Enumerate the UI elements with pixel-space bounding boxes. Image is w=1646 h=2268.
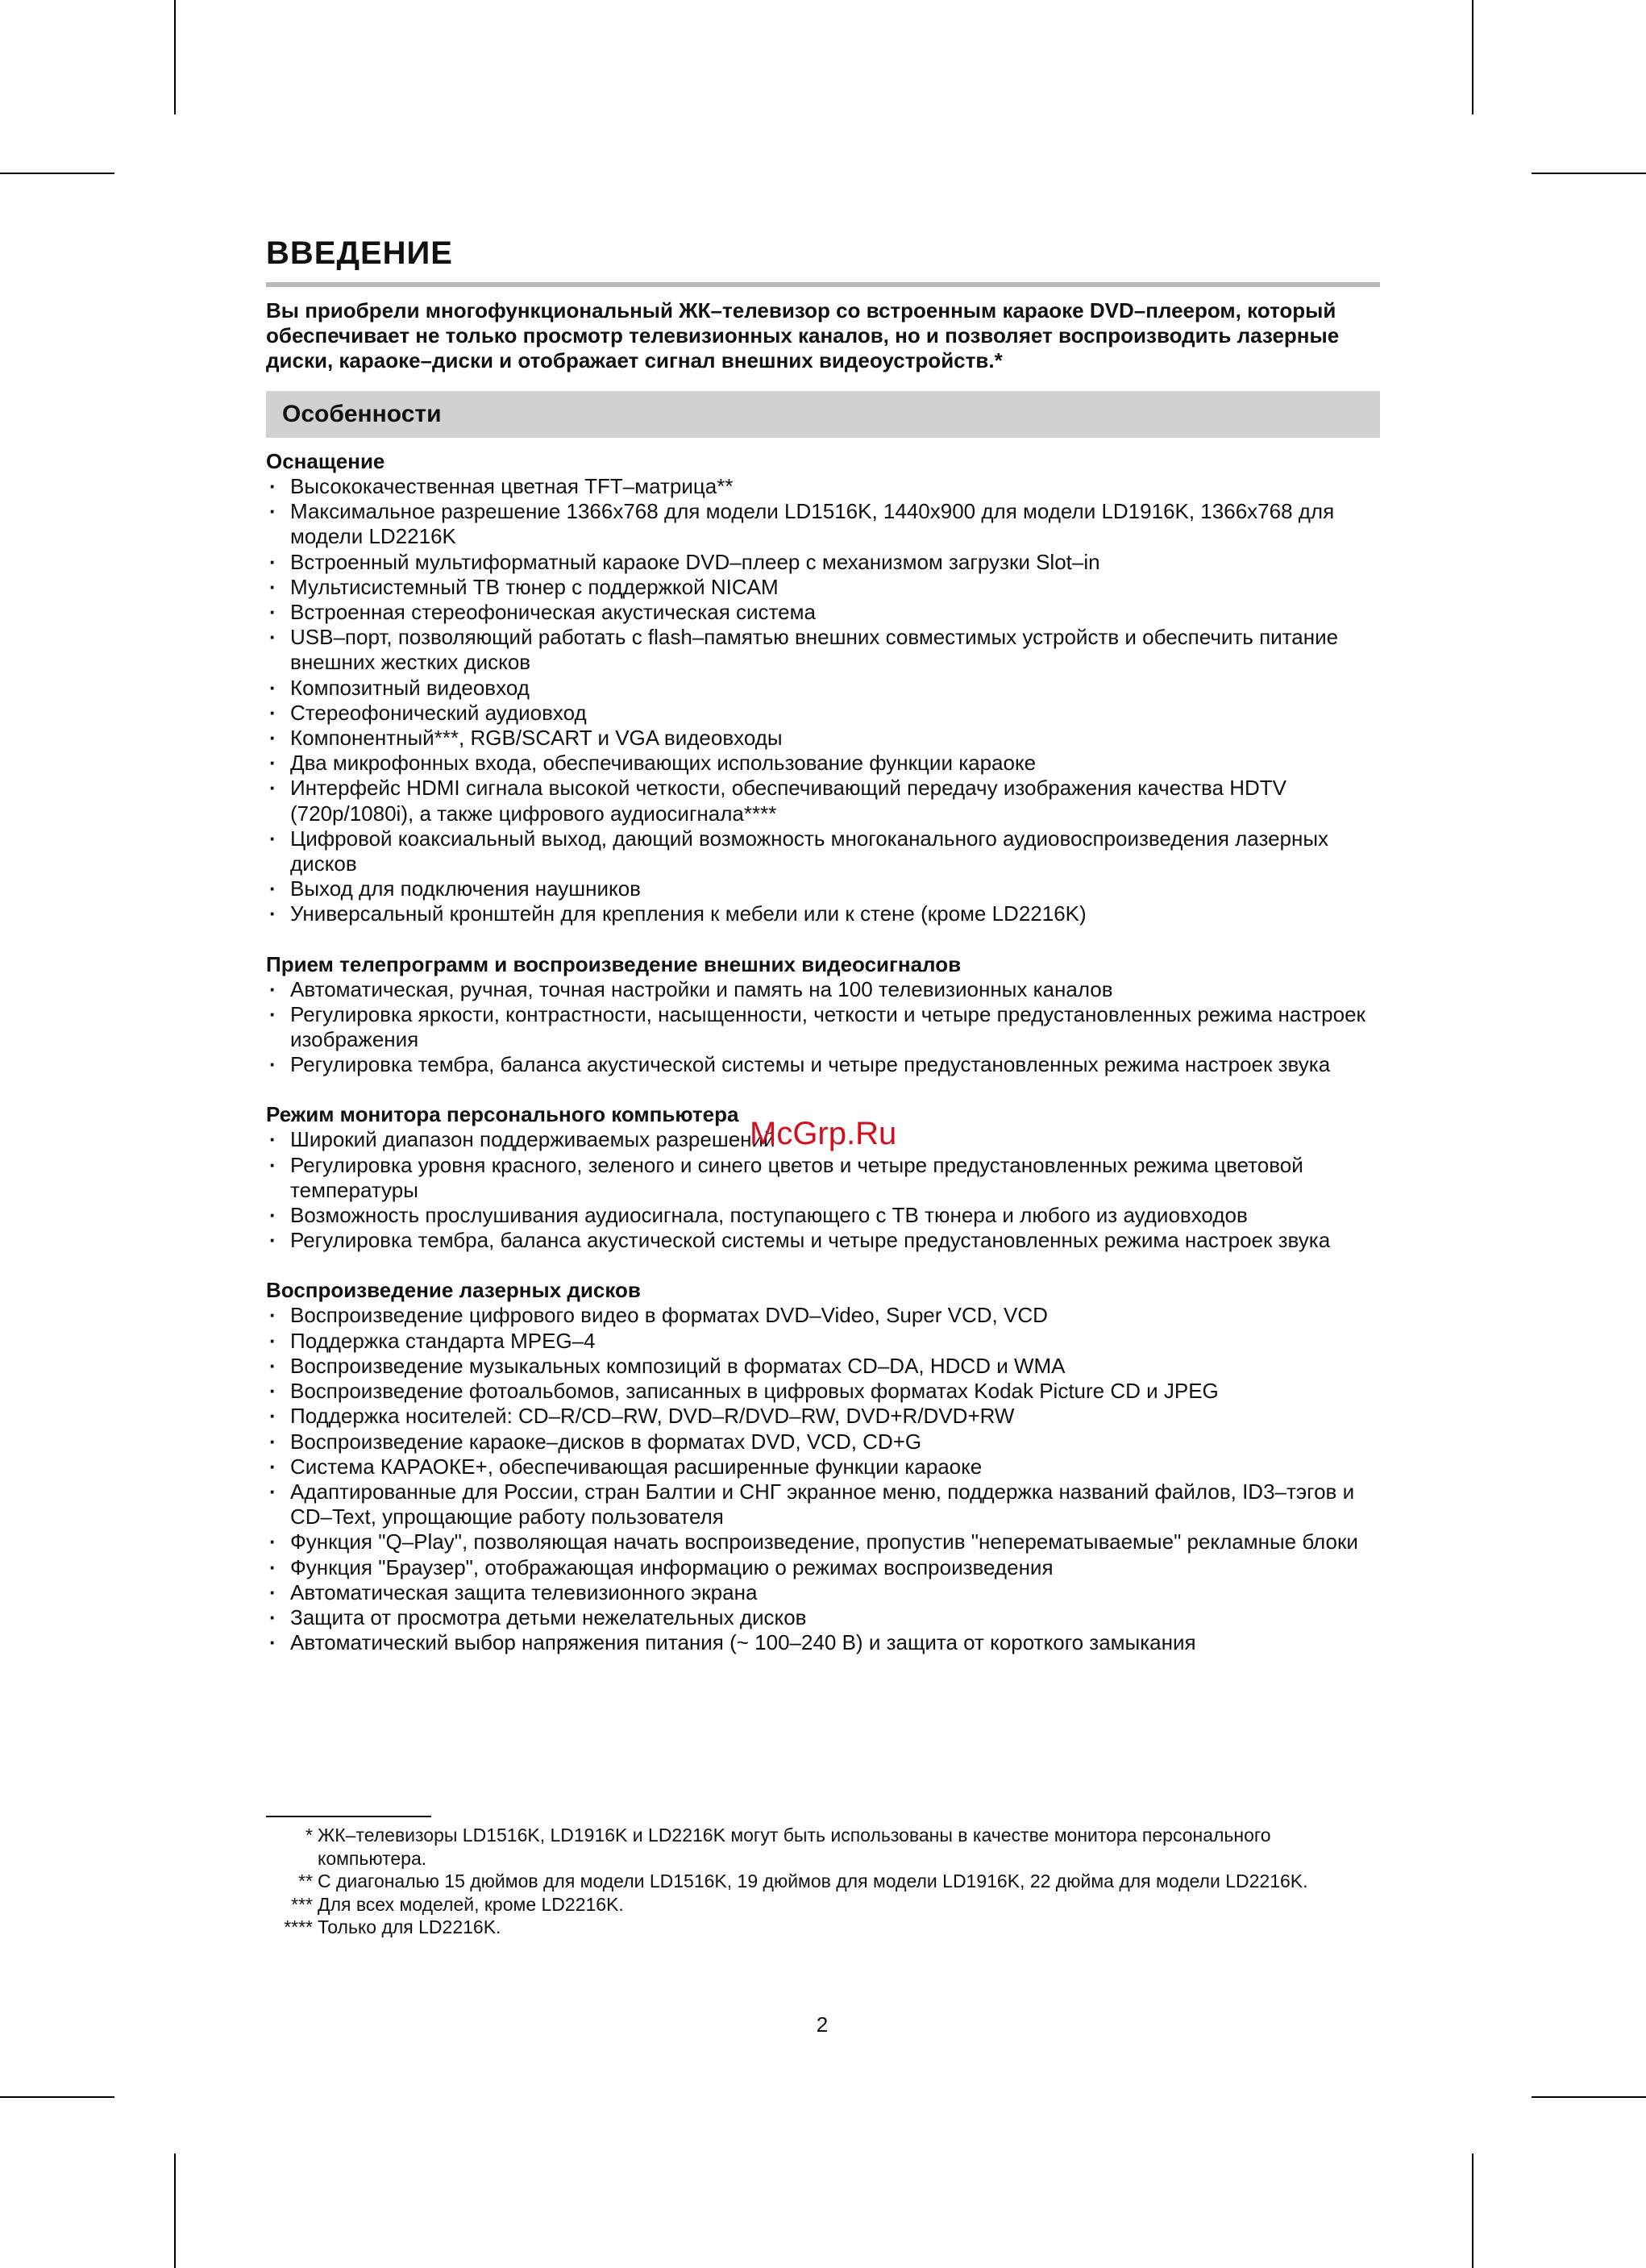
list-item: · Регулировка тембра, баланса акустической системы и четыре предустановленных режима настроек звука — [266, 1052, 1378, 1077]
list-item: · Воспроизведение цифрового видео в форматах DVD–Video, Super VCD, VCD — [266, 1303, 1378, 1328]
list-item: · Встроенный мультиформатный караоке DVD–плеер с механизмом загрузки Slot–in — [266, 550, 1378, 575]
list-item: · Автоматический выбор напряжения питания (~ 100–240 В) и защита от короткого замыкания — [266, 1630, 1378, 1655]
list-item: · Два микрофонных входа, обеспечивающих использование функции караоке — [266, 751, 1378, 776]
list-item: · Воспроизведение музыкальных композиций в форматах CD–DA, HDCD и WMA — [266, 1354, 1378, 1379]
footnote-divider — [266, 1816, 431, 1817]
list-item: · Интерфейс HDMI сигнала высокой четкости, обеспечивающий передачу изображения качества HDTV (720p/1080i), а также цифрового аудиосигнала**** — [266, 776, 1378, 826]
list-item: · Функция "Браузер", отображающая информацию о режимах воспроизведения — [266, 1555, 1378, 1580]
footnote-mark: * — [306, 1825, 313, 1846]
footnote-mark: ** — [298, 1871, 313, 1891]
group-title: Воспроизведение лазерных дисков — [266, 1278, 641, 1303]
footnote — [266, 1870, 1362, 1893]
crop-mark — [1472, 0, 1474, 114]
list-item: · Воспроизведение караоке–дисков в форматах DVD, VCD, CD+G — [266, 1429, 1378, 1454]
list-item: · Высококачественная цветная TFT–матрица** — [266, 474, 1378, 499]
list-item: · Широкий диапазон поддерживаемых разрешений — [266, 1127, 1378, 1152]
intro-paragraph: Вы приобрели многофункциональный ЖК–телевизор со встроенным караоке DVD–плеером, который обеспечивает не только просмотр телевизионных каналов, но и позволяет воспроизводить лазерные диски, караоке–диски и отображает сигнал внешних видеоустройств.* — [266, 298, 1340, 372]
list-item: · Максимальное разрешение 1366x768 для модели LD1516K, 1440x900 для модели LD1916K, 1366x768 для модели LD2216K — [266, 499, 1378, 549]
footnote — [266, 1916, 1362, 1939]
footnote-text: С диагональю 15 дюймов для модели LD1516K, 19 дюймов для модели LD1916K, 22 дюйма для модели LD2216K. — [318, 1871, 1308, 1891]
footnotes — [266, 1824, 1362, 1939]
feature-list — [266, 1303, 1378, 1655]
page-number: 2 — [816, 2012, 829, 2037]
list-item: · Автоматическая, ручная, точная настройки и память на 100 телевизионных каналов — [266, 977, 1378, 1002]
list-item: · Регулировка яркости, контрастности, насыщенности, четкости и четыре предустановленных режима настроек изображения — [266, 1002, 1378, 1052]
footnote — [266, 1824, 1362, 1870]
list-item: · Поддержка носителей: CD–R/CD–RW, DVD–R/DVD–RW, DVD+R/DVD+RW — [266, 1404, 1378, 1429]
footnote — [266, 1893, 1362, 1916]
list-item: · Поддержка стандарта MPEG–4 — [266, 1329, 1378, 1354]
feature-list — [266, 474, 1378, 927]
list-item: · Воспроизведение фотоальбомов, записанных в цифровых форматах Kodak Picture CD и JPEG — [266, 1379, 1378, 1404]
crop-mark — [174, 0, 176, 114]
list-item: · Адаптированные для России, стран Балтии и СНГ экранное меню, поддержка названий файлов, ID3–тэгов и CD–Text, упрощающие работу пользователя — [266, 1479, 1378, 1529]
group-title: Прием телепрограмм и воспроизведение внешних видеосигналов — [266, 951, 962, 976]
page-content — [266, 234, 1378, 1655]
section-title: Особенности — [282, 401, 442, 427]
list-item: · Композитный видеовход — [266, 676, 1378, 701]
list-item: · Регулировка тембра, баланса акустической системы и четыре предустановленных режима настроек звука — [266, 1228, 1378, 1253]
section-header — [266, 391, 1380, 438]
page-title: ВВЕДЕНИЕ — [266, 235, 453, 271]
list-item: · Возможность прослушивания аудиосигнала, поступающего с ТВ тюнера и любого из аудиовходов — [266, 1203, 1378, 1228]
crop-mark — [0, 173, 114, 174]
footnote-mark: *** — [291, 1893, 313, 1915]
group-title: Оснащение — [266, 449, 385, 473]
list-item: · Мультисистемный ТВ тюнер с поддержкой NICAM — [266, 575, 1378, 600]
list-item: · Выход для подключения наушников — [266, 876, 1378, 901]
footnote-text: Для всех моделей, кроме LD2216K. — [318, 1893, 624, 1915]
list-item: · Функция "Q–Play", позволяющая начать воспроизведение, пропустив "неперематываемые" рекламные блоки — [266, 1529, 1378, 1554]
list-item: · Защита от просмотра детьми нежелательных дисков — [266, 1605, 1378, 1630]
list-item: · Встроенная стереофоническая акустическая система — [266, 600, 1378, 625]
feature-list — [266, 977, 1378, 1078]
crop-mark — [174, 2154, 176, 2268]
list-item: · Универсальный кронштейн для крепления к мебели или к стене (кроме LD2216K) — [266, 901, 1378, 926]
list-item: · Автоматическая защита телевизионного экрана — [266, 1580, 1378, 1605]
group-title: Режим монитора персонального компьютера — [266, 1102, 739, 1127]
footnote-text: Только для LD2216K. — [318, 1916, 501, 1937]
list-item: · Компонентный***, RGB/SCART и VGA видеовходы — [266, 726, 1378, 751]
list-item: · Цифровой коаксиальный выход, дающий возможность многоканального аудиовоспроизведения лазерных дисков — [266, 826, 1378, 876]
list-item: · Регулировка уровня красного, зеленого и синего цветов и четыре предустановленных режима цветовой температуры — [266, 1153, 1378, 1203]
list-item: · Стереофонический аудиовход — [266, 701, 1378, 726]
crop-mark — [1532, 2096, 1646, 2098]
crop-mark — [0, 2096, 114, 2098]
watermark[interactable]: McGrp.Ru — [750, 1116, 897, 1151]
list-item: · Система КАРАОКЕ+, обеспечивающая расширенные функции караоке — [266, 1454, 1378, 1479]
list-item: · USB–порт, позволяющий работать с flash–памятью внешних совместимых устройств и обеспечить питание внешних жестких дисков — [266, 625, 1378, 675]
footnote-mark: **** — [284, 1916, 313, 1937]
crop-mark — [1532, 173, 1646, 174]
crop-mark — [1472, 2154, 1474, 2268]
title-divider — [266, 282, 1380, 287]
footnote-text: ЖК–телевизоры LD1516K, LD1916K и LD2216K могут быть использованы в качестве монитора персонального компьютера. — [318, 1825, 1271, 1869]
